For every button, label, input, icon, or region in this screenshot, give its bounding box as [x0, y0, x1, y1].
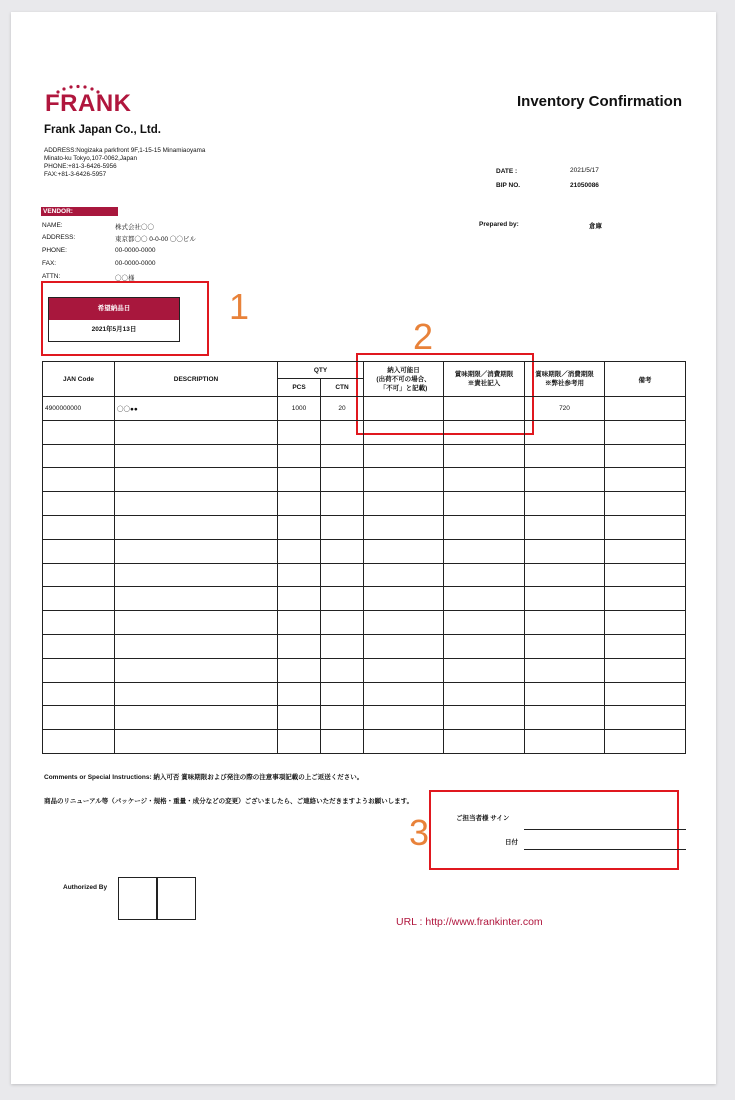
- expiry-ref-cell: [525, 420, 605, 444]
- expiry-ref-header: [525, 362, 605, 397]
- deliverable-cell[interactable]: [364, 563, 444, 587]
- logo-text: FRANK: [45, 90, 132, 117]
- annotation-box-1: [41, 281, 209, 356]
- deliverable-cell[interactable]: [364, 682, 444, 706]
- expiry-cell[interactable]: [444, 397, 525, 421]
- description-cell: [115, 563, 278, 587]
- remarks-cell[interactable]: [605, 587, 686, 611]
- description-cell: [115, 611, 278, 635]
- table-row: [43, 492, 686, 516]
- ctn-cell: [321, 468, 364, 492]
- remarks-cell[interactable]: [605, 444, 686, 468]
- description-cell: [115, 539, 278, 563]
- pcs-cell: [278, 682, 321, 706]
- expiry-ref-cell: [525, 706, 605, 730]
- remarks-cell[interactable]: [605, 682, 686, 706]
- prepared-value: 倉庫: [589, 223, 602, 230]
- remarks-cell[interactable]: [605, 515, 686, 539]
- callout-2: 2: [413, 316, 434, 357]
- callout-1: 1: [229, 286, 250, 327]
- expiry-cell[interactable]: [444, 634, 525, 658]
- sign-date-label: 日付: [505, 839, 518, 846]
- ctn-cell: [321, 515, 364, 539]
- expiry-cell[interactable]: [444, 658, 525, 682]
- expiry-header-line: 賞味期限／消費期限: [454, 371, 514, 378]
- remarks-cell[interactable]: [605, 492, 686, 516]
- expiry-ref-cell: [525, 611, 605, 635]
- pcs-cell: [278, 444, 321, 468]
- inventory-table: [42, 361, 686, 754]
- expiry-cell[interactable]: [444, 444, 525, 468]
- jan-cell: [43, 420, 115, 444]
- table-row: [43, 420, 686, 444]
- vendor-value: 東京都〇〇 0-0-00 〇〇ビル: [115, 236, 196, 243]
- ctn-cell: [321, 444, 364, 468]
- deliverable-cell[interactable]: [364, 611, 444, 635]
- vendor-label: ATTN:: [42, 273, 61, 280]
- jan-cell: 4900000000: [43, 397, 115, 421]
- description-cell: [115, 634, 278, 658]
- remarks-cell[interactable]: [605, 563, 686, 587]
- jan-cell: [43, 658, 115, 682]
- ctn-cell: [321, 563, 364, 587]
- document-page: [11, 12, 716, 1084]
- comments-text: Comments or Special Instructions: 納入可否 賞味期限および発注の際の注意事項記載の上ご返送ください。: [44, 774, 364, 781]
- deliverable-cell[interactable]: [364, 492, 444, 516]
- remarks-cell[interactable]: [605, 706, 686, 730]
- deliverable-date-header-line: 「不可」と記載): [379, 384, 428, 392]
- qty-header: QTY: [278, 362, 364, 379]
- expiry-ref-cell: [525, 587, 605, 611]
- vendor-value: 00-0000-0000: [115, 260, 156, 267]
- expiry-ref-cell: [525, 468, 605, 492]
- table-row: [43, 706, 686, 730]
- remarks-cell[interactable]: [605, 611, 686, 635]
- expiry-cell[interactable]: [444, 492, 525, 516]
- expiry-ref-cell: [525, 634, 605, 658]
- jan-cell: [43, 706, 115, 730]
- desired-delivery-value: 2021年5月13日: [91, 326, 137, 333]
- expiry-ref-cell: [525, 682, 605, 706]
- expiry-cell[interactable]: [444, 587, 525, 611]
- deliverable-date-header-line: 納入可能日: [387, 366, 420, 374]
- annotation-box-3: [429, 790, 679, 870]
- vendor-value: 株式会社〇〇: [115, 224, 154, 231]
- ctn-cell: [321, 682, 364, 706]
- table-row: [43, 682, 686, 706]
- expiry-header: [444, 362, 525, 397]
- table-row: [43, 611, 686, 635]
- ctn-cell: [321, 420, 364, 444]
- deliverable-cell[interactable]: [364, 587, 444, 611]
- expiry-ref-cell: 720: [525, 397, 605, 421]
- jan-cell: [43, 539, 115, 563]
- table-row: [43, 563, 686, 587]
- ctn-header: CTN: [321, 379, 364, 397]
- expiry-cell[interactable]: [444, 515, 525, 539]
- jan-cell: [43, 468, 115, 492]
- ctn-cell: [321, 730, 364, 754]
- jan-cell: [43, 634, 115, 658]
- description-cell: [115, 706, 278, 730]
- description-cell: [115, 658, 278, 682]
- ctn-cell: [321, 492, 364, 516]
- deliverable-cell[interactable]: [364, 444, 444, 468]
- vendor-label: FAX:: [42, 260, 57, 267]
- description-cell: [115, 420, 278, 444]
- ctn-cell: 20: [321, 397, 364, 421]
- expiry-ref-cell: [525, 492, 605, 516]
- remarks-header: 備考: [605, 362, 686, 397]
- website-url[interactable]: URL : http://www.frankinter.com: [396, 916, 543, 928]
- description-cell: [115, 468, 278, 492]
- authorized-stamp-box[interactable]: [156, 877, 196, 920]
- description-cell: [115, 515, 278, 539]
- expiry-ref-cell: [525, 730, 605, 754]
- ctn-cell: [321, 539, 364, 563]
- desired-delivery-label: 希望納品日: [49, 298, 179, 320]
- expiry-cell[interactable]: [444, 611, 525, 635]
- expiry-cell[interactable]: [444, 420, 525, 444]
- table-row: [43, 397, 686, 421]
- expiry-ref-cell: [525, 539, 605, 563]
- vendor-label: NAME:: [42, 222, 63, 229]
- bip-value: 21050086: [570, 182, 599, 189]
- pcs-cell: [278, 420, 321, 444]
- vendor-label: PHONE:: [42, 247, 67, 254]
- deliverable-cell[interactable]: [364, 397, 444, 421]
- remarks-cell[interactable]: [605, 730, 686, 754]
- jan-cell: [43, 682, 115, 706]
- expiry-cell[interactable]: [444, 706, 525, 730]
- ctn-cell: [321, 587, 364, 611]
- jan-cell: [43, 611, 115, 635]
- jan-header: JAN Code: [43, 362, 115, 397]
- expiry-cell[interactable]: [444, 563, 525, 587]
- renewal-note: 商品のリニューアル等（パッケージ・規格・重量・成分などの変更）ございましたら、ご連絡いただきますようお願いします。: [44, 798, 414, 805]
- jan-cell: [43, 444, 115, 468]
- jan-cell: [43, 587, 115, 611]
- address-line: ADDRESS:Nogizaka parkfront 9F,1-15-15 Minamiaoyama: [44, 147, 206, 154]
- expiry-ref-header-line: ※弊社参考用: [545, 380, 584, 387]
- pcs-cell: [278, 468, 321, 492]
- remarks-cell[interactable]: [605, 420, 686, 444]
- expiry-cell[interactable]: [444, 730, 525, 754]
- description-cell: [115, 730, 278, 754]
- expiry-header-line: ※貴社記入: [467, 380, 501, 387]
- address-line: FAX:+81-3-6426-5957: [44, 171, 107, 178]
- ctn-cell: [321, 634, 364, 658]
- description-cell: 〇〇●●: [115, 397, 278, 421]
- vendor-label: ADDRESS:: [42, 234, 76, 241]
- expiry-ref-cell: [525, 444, 605, 468]
- deliverable-cell[interactable]: [364, 706, 444, 730]
- deliverable-cell[interactable]: [364, 730, 444, 754]
- pcs-cell: 1000: [278, 397, 321, 421]
- expiry-cell[interactable]: [444, 539, 525, 563]
- pcs-cell: [278, 492, 321, 516]
- expiry-ref-cell: [525, 563, 605, 587]
- ctn-cell: [321, 658, 364, 682]
- description-cell: [115, 587, 278, 611]
- address-line: PHONE:+81-3-6426-5956: [44, 163, 117, 170]
- remarks-cell[interactable]: [605, 634, 686, 658]
- table-row: [43, 468, 686, 492]
- jan-cell: [43, 515, 115, 539]
- pcs-cell: [278, 730, 321, 754]
- remarks-cell[interactable]: [605, 658, 686, 682]
- pcs-cell: [278, 634, 321, 658]
- sign-date-line[interactable]: [524, 849, 686, 850]
- pcs-cell: [278, 563, 321, 587]
- deliverable-cell[interactable]: [364, 634, 444, 658]
- company-name: Frank Japan Co., Ltd.: [44, 124, 161, 136]
- table-row: [43, 730, 686, 754]
- pcs-cell: [278, 706, 321, 730]
- expiry-ref-header-line: 賞味期限／消費期限: [535, 371, 594, 378]
- expiry-ref-cell: [525, 658, 605, 682]
- deliverable-cell[interactable]: [364, 658, 444, 682]
- date-value: 2021/5/17: [570, 167, 599, 174]
- table-row: [43, 587, 686, 611]
- ctn-cell: [321, 706, 364, 730]
- remarks-cell[interactable]: [605, 397, 686, 421]
- table-row: [43, 634, 686, 658]
- vendor-value: 00-0000-0000: [115, 247, 156, 254]
- authorized-stamp-box[interactable]: [118, 877, 158, 920]
- table-row: [43, 515, 686, 539]
- address-line: Minato-ku Tokyo,107-0062,Japan: [44, 155, 137, 162]
- pcs-cell: [278, 515, 321, 539]
- deliverable-date-header: [364, 362, 444, 397]
- pcs-cell: [278, 611, 321, 635]
- expiry-ref-cell: [525, 515, 605, 539]
- deliverable-cell[interactable]: [364, 420, 444, 444]
- description-cell: [115, 492, 278, 516]
- deliverable-cell[interactable]: [364, 468, 444, 492]
- deliverable-cell[interactable]: [364, 515, 444, 539]
- pcs-cell: [278, 539, 321, 563]
- callout-3: 3: [409, 812, 430, 853]
- pcs-header: PCS: [278, 379, 321, 397]
- expiry-cell[interactable]: [444, 682, 525, 706]
- jan-cell: [43, 563, 115, 587]
- vendor-value: 〇〇様: [115, 275, 135, 282]
- deliverable-date-header-line: (出荷不可の場合、: [376, 375, 431, 383]
- description-header: DESCRIPTION: [115, 362, 278, 397]
- table-row: [43, 444, 686, 468]
- bip-label: BIP NO.: [496, 182, 521, 189]
- table-row: [43, 658, 686, 682]
- authorized-label: Authorized By: [63, 884, 108, 891]
- signature-label: ご担当者様 サイン: [456, 815, 510, 822]
- remarks-cell[interactable]: [605, 468, 686, 492]
- pcs-cell: [278, 658, 321, 682]
- ctn-cell: [321, 611, 364, 635]
- description-cell: [115, 444, 278, 468]
- remarks-cell[interactable]: [605, 539, 686, 563]
- expiry-cell[interactable]: [444, 468, 525, 492]
- date-label: DATE :: [496, 168, 518, 175]
- jan-cell: [43, 492, 115, 516]
- signature-line[interactable]: [524, 829, 686, 830]
- prepared-label: Prepared by:: [479, 221, 519, 228]
- jan-cell: [43, 730, 115, 754]
- deliverable-cell[interactable]: [364, 539, 444, 563]
- document-title: Inventory Confirmation: [516, 93, 682, 110]
- pcs-cell: [278, 587, 321, 611]
- vendor-header: VENDOR:: [41, 207, 118, 216]
- description-cell: [115, 682, 278, 706]
- table-row: [43, 539, 686, 563]
